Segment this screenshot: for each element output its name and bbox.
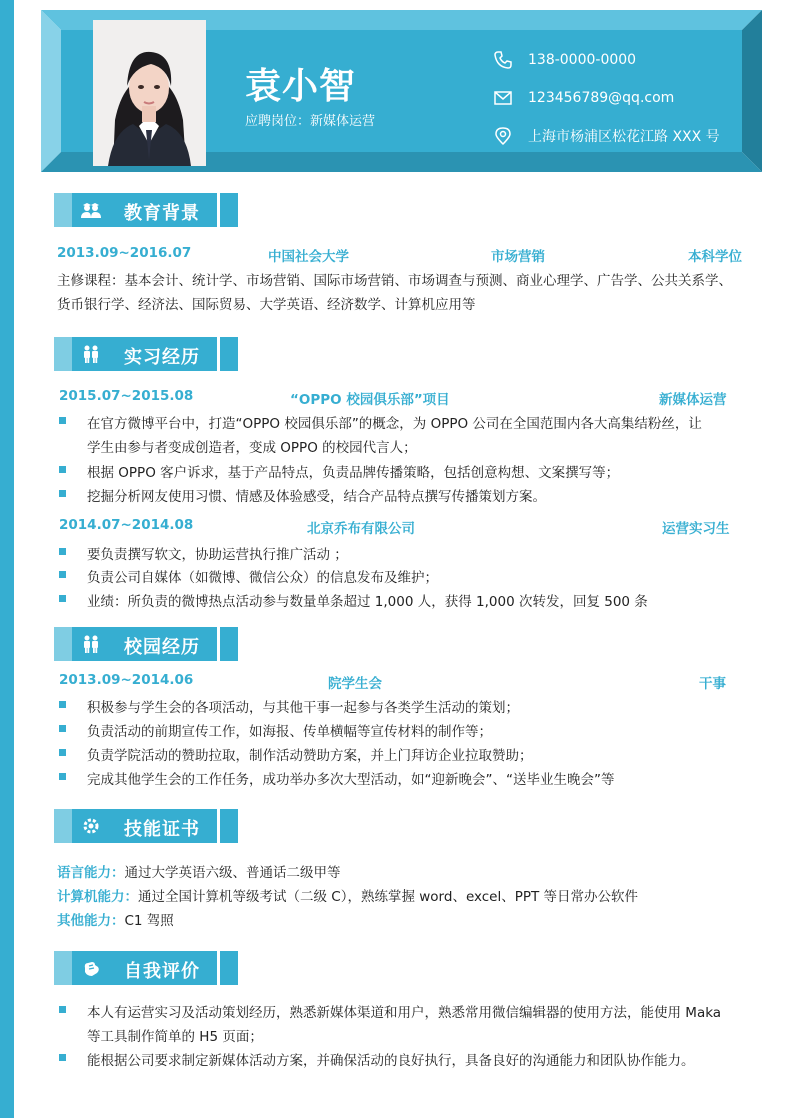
job-organization: “OPPO 校园俱乐部”项目 <box>290 392 450 408</box>
phone-number: 138-0000-0000 <box>528 52 637 68</box>
hand-icon <box>80 958 102 978</box>
campus-organization: 院学生会 <box>328 676 382 692</box>
skill-label: 计算机能力： <box>57 889 138 905</box>
people-icon <box>80 634 102 654</box>
email-contact <box>493 88 674 108</box>
profile-photo <box>93 20 206 166</box>
job-organization: 北京乔布有限公司 <box>307 521 415 537</box>
education-degree: 本科学位 <box>688 249 742 265</box>
candidate-name: 袁小智 <box>245 66 357 107</box>
gear-icon <box>80 816 102 836</box>
graduates-icon <box>80 200 102 220</box>
skill-item <box>57 909 174 929</box>
campus-role: 干事 <box>699 676 726 692</box>
education-period: 2013.09~2016.07 <box>57 245 192 261</box>
section-title: 实习经历 <box>124 347 200 368</box>
section-title: 校园经历 <box>124 637 200 658</box>
address-contact <box>493 126 720 146</box>
skill-item <box>57 861 341 881</box>
education-courses: 主修课程：基本会计、统计学、市场营销、国际市场营销、市场调查与预测、商业心理学、广告学、公共关系学、 <box>57 273 732 289</box>
section-header-self-evaluation <box>54 951 238 985</box>
skill-value: 通过大学英语六级、普通话二级甲等 <box>124 865 341 881</box>
education-courses: 货币银行学、经济法、国际贸易、大学英语、经济数学、计算机应用等 <box>57 297 476 313</box>
job-role: 运营实习生 <box>662 521 730 537</box>
job-role: 新媒体运营 <box>659 392 727 408</box>
skill-label: 语言能力： <box>57 865 125 881</box>
skill-label: 其他能力： <box>57 913 125 929</box>
applied-position: 应聘岗位：新媒体运营 <box>245 114 376 129</box>
phone-icon <box>493 50 513 70</box>
job-period: 2015.07~2015.08 <box>59 388 194 404</box>
resume-header <box>41 10 762 172</box>
left-accent-bar <box>0 0 14 1118</box>
list-item-continuation: 等工具制作简单的 H5 页面； <box>87 1029 263 1045</box>
list-item-continuation: 学生由参与者变成创造者，变成 OPPO 的校园代言人； <box>87 440 417 456</box>
education-major: 市场营销 <box>491 249 545 265</box>
skill-item <box>57 885 638 905</box>
location-pin-icon <box>493 126 513 146</box>
home-address: 上海市杨浦区松花江路 XXX 号 <box>528 129 720 145</box>
section-header-internship <box>54 337 238 371</box>
job-period: 2014.07~2014.08 <box>59 517 194 533</box>
campus-period: 2013.09~2014.06 <box>59 672 194 688</box>
email-address: 123456789@qq.com <box>528 90 675 106</box>
people-icon <box>80 344 102 364</box>
section-title: 教育背景 <box>124 203 200 224</box>
education-school: 中国社会大学 <box>268 249 349 265</box>
section-header-skills <box>54 809 238 843</box>
phone-contact <box>493 50 636 70</box>
section-header-education <box>54 193 238 227</box>
envelope-icon <box>493 88 513 108</box>
section-title: 技能证书 <box>124 819 200 840</box>
section-title: 自我评价 <box>124 961 200 982</box>
section-header-campus <box>54 627 238 661</box>
skill-value: 通过全国计算机等级考试（二级 C），熟练掌握 word、excel、PPT 等日常办公软件 <box>138 889 639 905</box>
skill-value: C1 驾照 <box>124 913 174 929</box>
